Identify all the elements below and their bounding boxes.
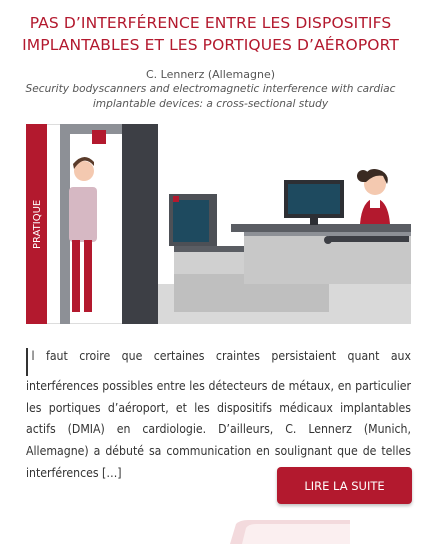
article-excerpt bbox=[26, 346, 411, 484]
decorative-shape bbox=[230, 520, 350, 544]
side-label: PRATIQUE bbox=[32, 199, 43, 249]
article-subtitle: Security bodyscanners and electromagnetic interference with cardiac implantable devices: a cross-sectional study bbox=[25, 83, 396, 110]
read-more-button[interactable]: LIRE LA SUITE bbox=[277, 467, 412, 504]
article-author: C. Lennerz (Allemagne) bbox=[145, 68, 276, 81]
article-body: l faut croire que certaines craintes persistaient quant aux interférences possibles entre les détecteurs de métaux, en particulier les portiques d’aéroport, et les dispositifs médicaux implantables actifs (DMIA) en cardiologie. D’ailleurs, C. Lennerz (Munich, Allemagne) a débuté sa communication en soulignant que de telles interférences […] bbox=[26, 349, 411, 480]
drop-cap-bar bbox=[26, 348, 28, 376]
article-title: PAS D’INTERFÉRENCE ENTRE LES DISPOSITIFS IMPLANTABLES ET LES PORTIQUES D’AÉROPORT bbox=[22, 14, 399, 54]
airport-security-illustration bbox=[26, 124, 411, 324]
